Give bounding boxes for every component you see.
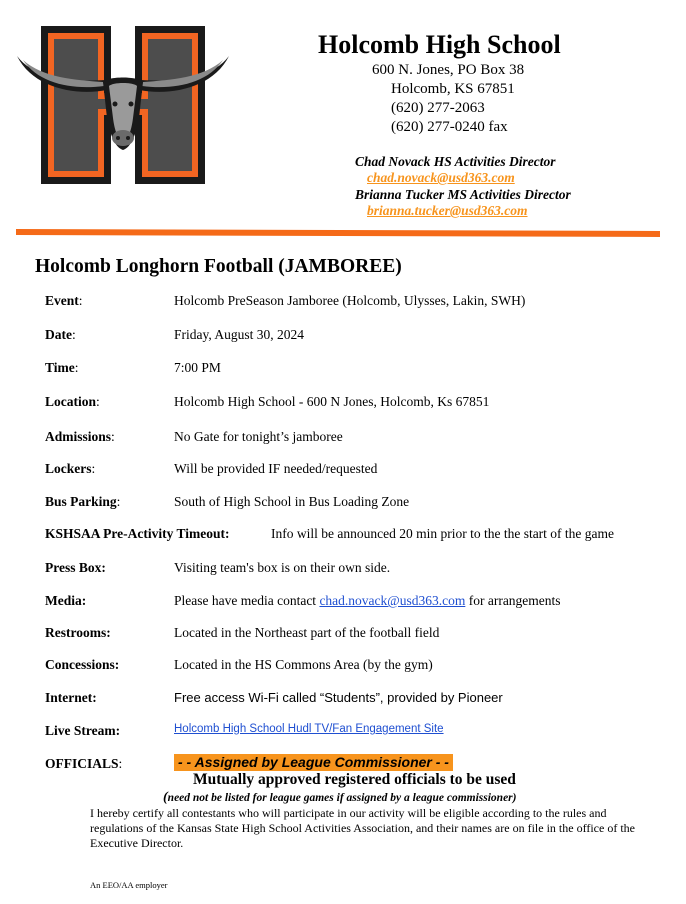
lockers-value: Will be provided IF needed/requested [174,461,378,476]
officials-note: (need not be listed for league games if assigned by a league commissioner) [163,790,517,805]
location-value: Holcomb High School - 600 N Jones, Holcomb, Ks 67851 [174,394,490,409]
date-label: Date: [45,327,76,342]
concessions-value: Located in the HS Commons Area (by the gym) [174,657,433,672]
kshsaa-timeout-label: KSHSAA Pre-Activity Timeout: [45,526,230,541]
admissions-value: No Gate for tonight’s jamboree [174,429,343,444]
officials-assigned-badge: - - Assigned by League Commissioner - - [174,754,453,771]
press-box-value: Visiting team's box is on their own side. [174,560,391,575]
phone-number: (620) 277-2063 [391,100,485,116]
restrooms-value: Located in the Northeast part of the football field [174,625,440,640]
event-value: Holcomb PreSeason Jamboree (Holcomb, Ulysses, Lakin, SWH) [174,293,526,308]
hs-director-name: Chad Novack HS Activities Director [355,154,556,169]
media-value: Please have media contact chad.novack@usd363.com for arrangements [174,593,561,608]
longhorn-h-logo [15,22,231,186]
school-name: Holcomb High School [318,30,561,59]
bus-parking-label: Bus Parking: [45,494,121,509]
ms-director-email[interactable]: brianna.tucker@usd363.com [367,203,528,218]
eeo-footer: An EEO/AA employer [90,880,168,890]
media-contact-link[interactable]: chad.novack@usd363.com [319,593,466,608]
lockers-label: Lockers: [45,461,96,476]
hs-director-email[interactable]: chad.novack@usd363.com [367,170,515,185]
mutual-officials-statement: Mutually approved registered officials to be used [193,771,516,788]
live-stream-label: Live Stream: [45,723,121,738]
time-label: Time: [45,360,79,375]
restrooms-label: Restrooms: [45,625,111,640]
certification-statement: I hereby certify all contestants who will participate in our activity will be eligible according to the rules and regulations of the Kansas State High School Activities Association, and their names are on file in the office of the Executive Director. [90,806,635,850]
header-divider [16,229,660,237]
location-label: Location: [45,394,100,409]
media-label: Media: [45,593,87,608]
press-box-label: Press Box: [45,560,106,575]
kshsaa-timeout-value: Info will be announced 20 min prior to the the start of the game [271,526,615,541]
document-title: Holcomb Longhorn Football (JAMBOREE) [35,256,402,277]
concessions-label: Concessions: [45,657,120,672]
event-label: Event: [45,293,83,308]
time-value: 7:00 PM [174,360,221,375]
admissions-label: Admissions: [45,429,115,444]
internet-label: Internet: [45,690,97,705]
officials-label: OFFICIALS: [45,756,123,771]
internet-value: Free access Wi-Fi called “Students”, provided by Pioneer [174,690,503,705]
date-value: Friday, August 30, 2024 [174,327,305,342]
live-stream-link[interactable]: Holcomb High School Hudl TV/Fan Engagement Site [174,723,444,735]
address-line-1: 600 N. Jones, PO Box 38 [372,62,525,78]
ms-director-name: Brianna Tucker MS Activities Director [355,187,571,202]
address-line-2: Holcomb, KS 67851 [391,81,515,97]
bus-parking-value: South of High School in Bus Loading Zone [174,494,410,509]
fax-number: (620) 277-0240 fax [391,119,508,135]
live-stream-value [174,723,444,735]
